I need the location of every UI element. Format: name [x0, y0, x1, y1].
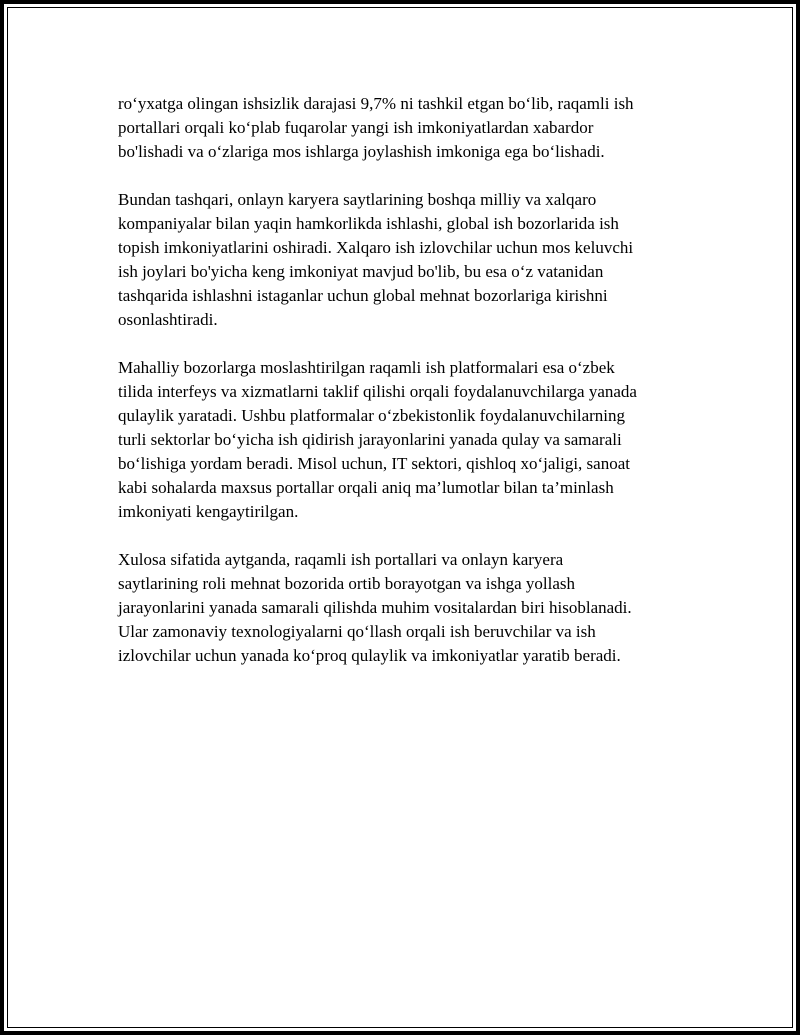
paragraph-1: [118, 92, 688, 164]
paragraph-2: [118, 188, 688, 332]
text-line: imkoniyati kengaytirilgan.: [118, 502, 299, 521]
paragraph-3: [118, 356, 688, 524]
text-line: tilida interfeys va xizmatlarni taklif qilishi orqali foydalanuvchilarga yanada: [118, 382, 637, 401]
paragraph-4: [118, 548, 688, 668]
text-line: izlovchilar uchun yanada ko‘proq qulaylik va imkoniyatlar yaratib beradi.: [118, 646, 621, 665]
text-line: bo'lishadi va o‘zlariga mos ishlarga joylashish imkoniga ega bo‘lishadi.: [118, 142, 605, 161]
text-line: Bundan tashqari, onlayn karyera saytlarining boshqa milliy va xalqaro: [118, 190, 597, 209]
text-line: bo‘lishiga yordam beradi. Misol uchun, IT sektori, qishloq xo‘jaligi, sanoat: [118, 454, 630, 473]
text-line: kabi sohalarda maxsus portallar orqali aniq ma’lumotlar bilan ta’minlash: [118, 478, 614, 497]
text-line: kompaniyalar bilan yaqin hamkorlikda ishlashi, global ish bozorlarida ish: [118, 214, 619, 233]
text-line: tashqarida ishlashni istaganlar uchun global mehnat bozorlariga kirishni: [118, 286, 608, 305]
text-line: osonlashtiradi.: [118, 310, 218, 329]
document-body: [118, 92, 688, 692]
text-line: ro‘yxatga olingan ishsizlik darajasi 9,7% ni tashkil etgan bo‘lib, raqamli ish: [118, 94, 634, 113]
text-line: Mahalliy bozorlarga moslashtirilgan raqamli ish platformalari esa o‘zbek: [118, 358, 615, 377]
text-line: qulaylik yaratadi. Ushbu platformalar o‘zbekistonlik foydalanuvchilarning: [118, 406, 626, 425]
text-line: turli sektorlar bo‘yicha ish qidirish jarayonlarini yanada qulay va samarali: [118, 430, 622, 449]
text-line: jarayonlarini yanada samarali qilishda muhim vositalardan biri hisoblanadi.: [118, 598, 632, 617]
text-line: ish joylari bo'yicha keng imkoniyat mavjud bo'lib, bu esa o‘z vatanidan: [118, 262, 604, 281]
text-line: Ular zamonaviy texnologiyalarni qo‘llash orqali ish beruvchilar va ish: [118, 622, 596, 641]
text-line: topish imkoniyatlarini oshiradi. Xalqaro ish izlovchilar uchun mos keluvchi: [118, 238, 634, 257]
text-line: portallari orqali ko‘plab fuqarolar yangi ish imkoniyatlardan xabardor: [118, 118, 594, 137]
text-line: Xulosa sifatida aytganda, raqamli ish portallari va onlayn karyera: [118, 550, 564, 569]
text-line: saytlarining roli mehnat bozorida ortib borayotgan va ishga yollash: [118, 574, 575, 593]
